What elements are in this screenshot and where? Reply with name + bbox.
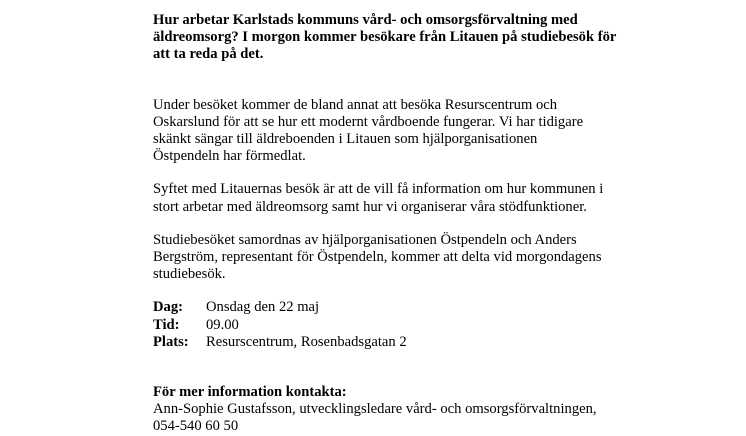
time-label: Tid: — [153, 316, 180, 333]
headline: Hur arbetar Karlstads kommuns vård- och omsorgsförvaltning med äldreomsorg? I morgon kommer besökare från Litauen på studiebesök för att ta reda på det. — [153, 12, 617, 63]
contact-heading: För mer information kontakta: — [153, 384, 347, 401]
detail-row-time — [153, 317, 407, 334]
contact-phone: 054-540 60 50 — [153, 418, 239, 435]
date-value: Onsdag den 22 maj — [206, 299, 320, 316]
place-label: Plats: — [153, 333, 189, 350]
contact-name: Ann-Sophie Gustafsson, utvecklingsledare vård- och omsorgsförvaltningen, — [153, 401, 597, 418]
detail-row-date — [153, 299, 407, 316]
paragraph-visit-plan: Under besöket kommer de bland annat att besöka Resurscentrum och Oskarslund för att se hur ett modernt vårdboende fungerar. Vi har tidigare skänkt sängar till äldreboenden i Litauen som hjälporganisationen Östpendeln har förmedlat. — [153, 96, 584, 165]
paragraph-purpose: Syftet med Litauernas besök är att de vill få information om hur kommunen i stort arbetar med äldreomsorg samt hur vi organiserar våra stödfunktioner. — [153, 181, 604, 215]
press-release-body — [153, 12, 633, 436]
paragraph-coordination: Studiebesöket samordnas av hjälporganisationen Östpendeln och Anders Bergström, representant för Östpendeln, kommer att delta vid morgondagens studiebesök. — [153, 231, 602, 283]
event-details — [153, 299, 407, 351]
time-value: 09.00 — [206, 316, 239, 333]
place-value: Resurscentrum, Rosenbadsgatan 2 — [206, 333, 407, 350]
date-label: Dag: — [153, 299, 183, 316]
detail-row-place — [153, 334, 407, 351]
